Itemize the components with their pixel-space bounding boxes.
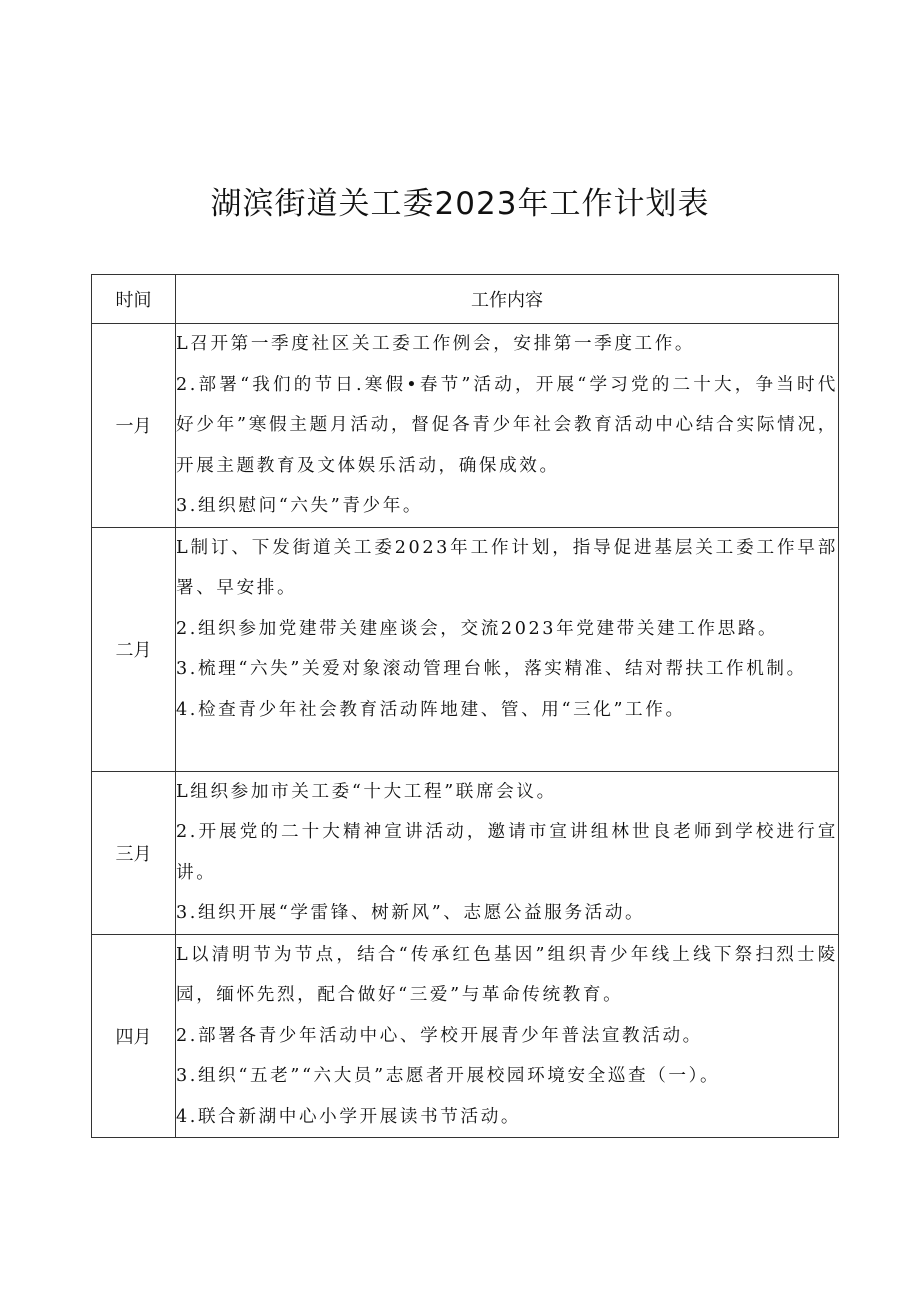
plan-item: 3.组织慰问“六失”青少年。	[176, 496, 424, 516]
table-row-january	[92, 324, 839, 528]
header-content: 工作内容	[176, 275, 839, 324]
table-row-february	[92, 527, 839, 771]
content-cell	[176, 527, 839, 771]
header-time: 时间	[92, 275, 176, 324]
month-cell: 一月	[92, 324, 176, 528]
plan-item: L制订、下发街道关工委2023年工作计划，指导促进基层关工委工作早部署、早安排。	[176, 537, 838, 598]
plan-item: 4.检查青少年社会教育活动阵地建、管、用“三化”工作。	[176, 699, 686, 720]
table-row-april	[92, 934, 839, 1138]
content-cell	[176, 771, 839, 934]
content-cell	[176, 934, 839, 1138]
plan-item: 2.部署“我们的节日.寒假•春节”活动，开展“学习党的二十大，争当时代好少年”寒假主题月活动，督促各青少年社会教育活动中心结合实际情况，开展主题教育及文体娱乐活动，确保成效。	[176, 374, 838, 476]
plan-item: 3.组织“五老”“六大员”志愿者开展校园环境安全巡查（一）。	[176, 1066, 721, 1086]
page-title: 湖滨街道关工委2023年工作计划表	[210, 186, 710, 222]
plan-item: 3.组织开展“学雷锋、树新风”、志愿公益服务活动。	[176, 903, 646, 923]
month-cell: 三月	[92, 771, 176, 934]
table-row-march	[92, 771, 839, 934]
month-cell: 二月	[92, 527, 176, 771]
plan-item: 2.部署各青少年活动中心、学校开展青少年普法宣教活动。	[176, 1025, 703, 1046]
table-header-row	[92, 275, 839, 324]
month-cell: 四月	[92, 934, 176, 1138]
plan-item: 4.联合新湖中心小学开展读书节活动。	[176, 1106, 522, 1127]
plan-item: L召开第一季度社区关工委工作例会，安排第一季度工作。	[176, 334, 696, 354]
plan-item: L组织参加市关工委“十大工程”联席会议。	[176, 781, 557, 802]
plan-item: 2.开展党的二十大精神宣讲活动，邀请市宣讲组林世良老师到学校进行宣讲。	[176, 822, 838, 883]
plan-item: L以清明节为节点，结合“传承红色基因”组织青少年线上线下祭扫烈士陵园，缅怀先烈，配合做好“三爱”与革命传统教育。	[176, 944, 838, 1005]
plan-item: 2.组织参加党建带关建座谈会，交流2023年党建带关建工作思路。	[176, 618, 779, 639]
plan-item: 3.梳理“六失”关爱对象滚动管理台帐，落实精准、结对帮扶工作机制。	[176, 659, 807, 679]
work-plan-table	[91, 274, 839, 1138]
content-cell	[176, 324, 839, 528]
